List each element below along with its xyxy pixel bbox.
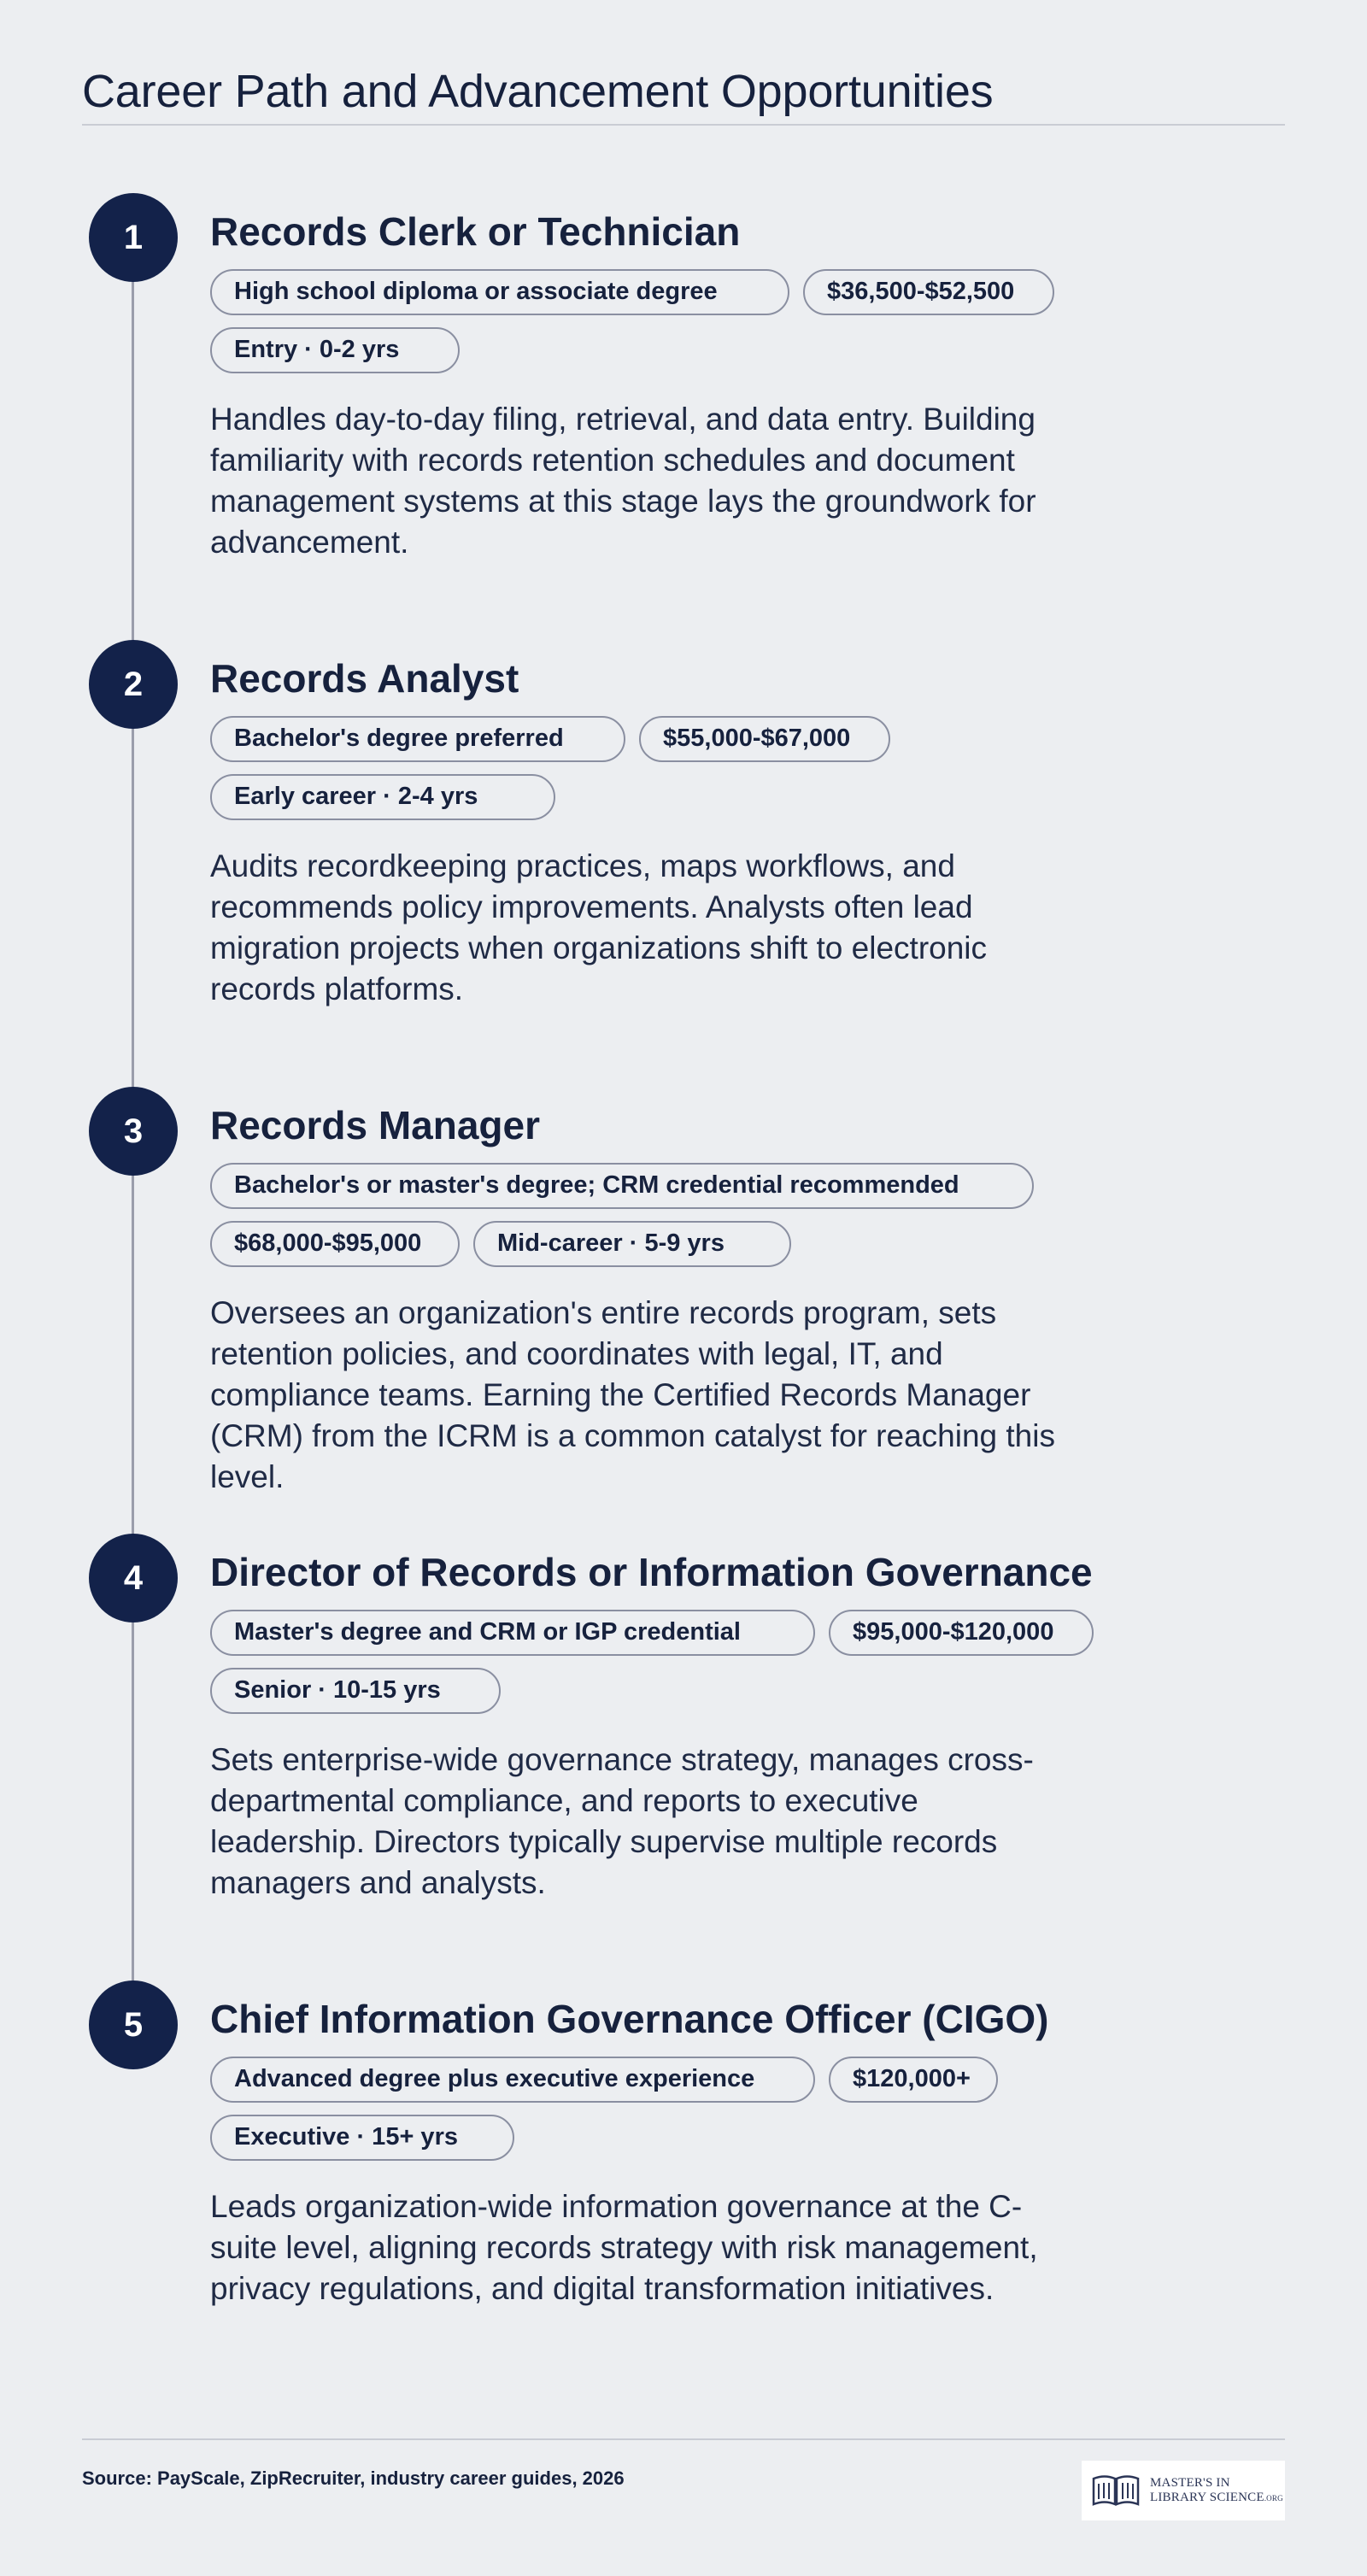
step-description: Sets enterprise-wide governance strategy, manages cross-departmental compliance, and reports to executive leadership. Directors typically supervise multiple records managers and analysts. bbox=[210, 1741, 1034, 1900]
brand-logo bbox=[1082, 2461, 1285, 2520]
logo-suffix: .ORG bbox=[1264, 2494, 1283, 2503]
education-tag: Bachelor's degree preferred bbox=[210, 716, 625, 762]
step-number-badge: 4 bbox=[89, 1534, 178, 1622]
salary-tag: $68,000-$95,000 bbox=[210, 1221, 460, 1267]
education-tag: Bachelor's or master's degree; CRM credential recommended bbox=[210, 1163, 1034, 1209]
experience-tag: Executive · 15+ yrs bbox=[210, 2115, 514, 2161]
step-tags bbox=[210, 1163, 1099, 1267]
page-title: Career Path and Advancement Opportunities bbox=[82, 66, 994, 118]
footer-divider bbox=[82, 2438, 1285, 2440]
salary-tag: $120,000+ bbox=[829, 2057, 998, 2103]
step-title: Records Manager bbox=[210, 1103, 541, 1147]
experience-tag: Early career · 2-4 yrs bbox=[210, 774, 555, 820]
step-title: Director of Records or Information Governance bbox=[210, 1550, 1093, 1594]
step-title: Records Clerk or Technician bbox=[210, 209, 741, 254]
step-description: Leads organization-wide information governance at the C-suite level, aligning records strategy with risk management, privacy regulations, and digital transformation initiatives. bbox=[210, 2188, 1038, 2306]
step-content bbox=[210, 210, 1099, 563]
step-tags bbox=[210, 716, 1099, 820]
step-content bbox=[210, 1998, 1099, 2309]
logo-wordmark bbox=[1150, 2476, 1283, 2506]
open-book-icon bbox=[1090, 2472, 1141, 2509]
header-divider bbox=[82, 124, 1285, 126]
education-tag: Master's degree and CRM or IGP credential bbox=[210, 1610, 815, 1656]
salary-tag: $95,000-$120,000 bbox=[829, 1610, 1094, 1656]
step-tags bbox=[210, 2057, 1099, 2161]
step-content bbox=[210, 1104, 1099, 1498]
logo-line-2-text: LIBRARY SCIENCE bbox=[1150, 2491, 1264, 2504]
experience-tag: Entry · 0-2 yrs bbox=[210, 327, 460, 373]
experience-tag: Mid-career · 5-9 yrs bbox=[473, 1221, 791, 1267]
education-tag: High school diploma or associate degree bbox=[210, 269, 789, 315]
step-content bbox=[210, 657, 1099, 1010]
salary-tag: $36,500-$52,500 bbox=[803, 269, 1054, 315]
step-description: Audits recordkeeping practices, maps workflows, and recommends policy improvements. Analysts often lead migration projects when organizations shift to electronic records platforms. bbox=[210, 848, 988, 1006]
step-number-badge: 3 bbox=[89, 1087, 178, 1176]
logo-line-2 bbox=[1150, 2491, 1283, 2505]
experience-tag: Senior · 10-15 yrs bbox=[210, 1668, 501, 1714]
step-title: Records Analyst bbox=[210, 656, 519, 701]
source-note: Source: PayScale, ZipRecruiter, industry career guides, 2026 bbox=[82, 2467, 625, 2489]
salary-tag: $55,000-$67,000 bbox=[639, 716, 890, 762]
step-title: Chief Information Governance Officer (CIGO) bbox=[210, 1997, 1049, 2041]
step-tags bbox=[210, 269, 1099, 373]
step-number-badge: 1 bbox=[89, 193, 178, 282]
step-tags bbox=[210, 1610, 1099, 1714]
step-description: Handles day-to-day filing, retrieval, and data entry. Building familiarity with records retention schedules and document management systems at this stage lays the groundwork for advancement. bbox=[210, 401, 1036, 560]
logo-line-1: MASTER'S IN bbox=[1150, 2475, 1230, 2490]
step-number-badge: 2 bbox=[89, 640, 178, 729]
step-number-badge: 5 bbox=[89, 1980, 178, 2069]
step-description: Oversees an organization's entire records program, sets retention policies, and coordinates with legal, IT, and compliance teams. Earning the Certified Records Manager (CRM) from the ICRM is a common catalyst for reaching this level. bbox=[210, 1294, 1055, 1494]
step-content bbox=[210, 1551, 1099, 1904]
education-tag: Advanced degree plus executive experience bbox=[210, 2057, 815, 2103]
